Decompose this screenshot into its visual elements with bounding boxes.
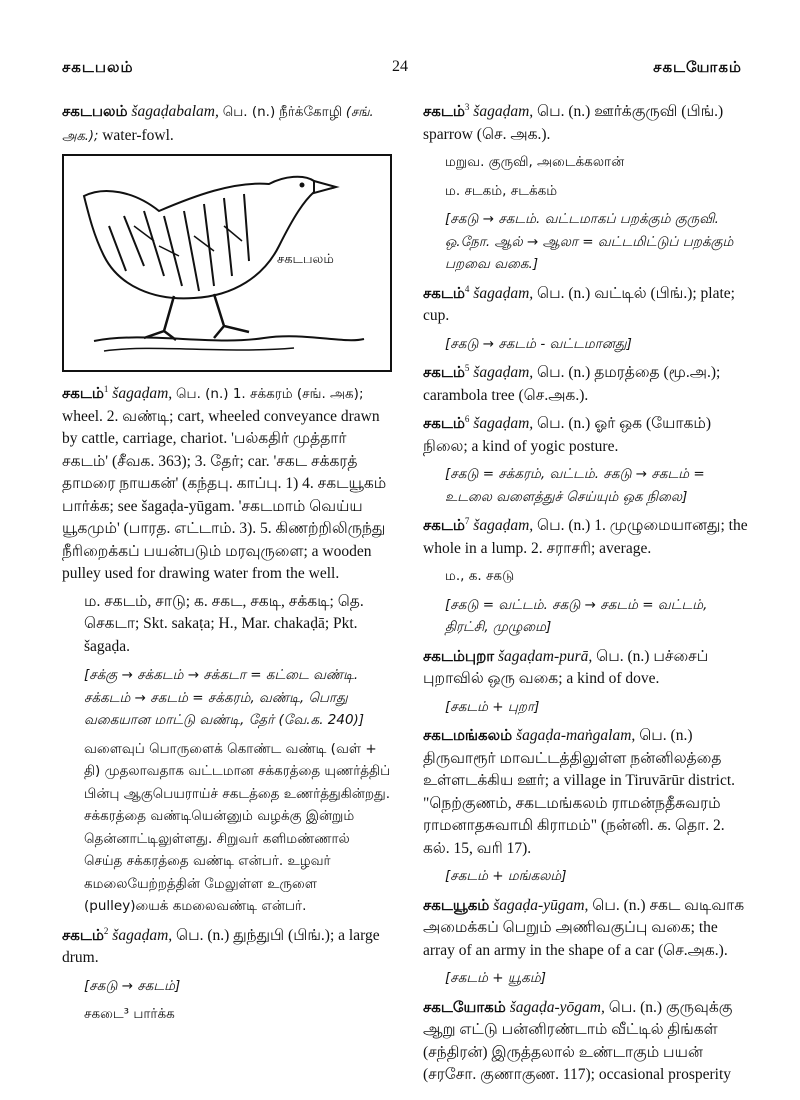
definition: பெ. (n.) ஓர் ஒக (யோகம்) நிலை; a kind of yogic posture. <box>423 415 712 455</box>
cognates: ம. சடகம், சடக்கம் <box>445 182 558 199</box>
transliteration: šagaḍa-yūgam, <box>493 896 589 914</box>
headword: சகடம் <box>423 102 465 120</box>
synonyms: மறுவ. குருவி, அடைக்கலான் <box>445 154 625 170</box>
transliteration: šagaḍam-purā, <box>498 647 593 665</box>
definition: பெ. (n.) குருவுக்கு ஆறு எட்டு பன்னிரண்டாம் வீட்டில் திங்கள் (சந்திரன்) இருத்தலால் உண்டாகும் பயன் (சரசோ. குணாகுண. 117); occasional prosperity <box>423 998 733 1083</box>
entry-sagadam-2 <box>62 924 392 970</box>
entry-sagadam-3 <box>423 100 753 146</box>
running-head-right: சகடயோகம் <box>653 58 742 76</box>
headword: சகடபலம் <box>62 102 128 120</box>
definition: பெ. (n.) பச்சைப் புறாவில் ஒரு வகை; a kind of dove. <box>423 647 709 687</box>
headword: சகடம் <box>423 283 465 302</box>
etymology: [சகடம் + புறா] <box>445 698 540 715</box>
entry-sagadampura <box>423 645 753 691</box>
headword: சகடம் <box>423 363 465 381</box>
definition: பெ. (n.) திருவாரூர் மாவட்டத்திலுள்ள நன்னிலத்தை உள்ளடக்கிய ஊர்; a village in Tiruvārūr district. "நெற்குணம், சகடமங்கலம் ராமன்நதீசுவரம் ராமனாதசுவாமி கிராமம்" (நன்னி. க. தொ. 2. கல். 15, வரி 17). <box>423 727 736 857</box>
transliteration: šagaḍam, <box>112 385 173 402</box>
right-column <box>423 100 753 1092</box>
transliteration: šagaḍam, <box>112 926 173 944</box>
transliteration: šagaḍam, <box>473 284 534 302</box>
transliteration: šagaḍam, <box>473 103 534 120</box>
headword: சகடம் <box>423 516 465 534</box>
entry-sagadabalam <box>62 100 392 148</box>
headword: சகடம் <box>62 384 104 402</box>
source-ref: (சங். அக.); <box>62 105 374 144</box>
usage-note: வளைவுப் பொருளைக் கொண்ட வண்டி (வள் + தி) முதலாவதாக வட்டமான சக்கரத்தை யுணர்த்திப் பின்பு ஆகுபெயராய்ச் சகடத்தை உணர்த்துகின்றது. சக்கரத்தை வண்டியென்னும் வழக்கு இன்றும் தென்னாட்டிலுள்ளது. சிறுவர் களிமண்ணால் செய்த சக்கரத்தை வண்டி என்பர். உழவர் கமலையேற்றத்தின் மேலுள்ள உருளை (pulley)யைக் கமலைவண்டி என்பர். <box>84 740 391 914</box>
entry-sagadam-7 <box>423 514 753 560</box>
etymology: [சகடு → சகடம் - வட்டமானது] <box>445 335 632 352</box>
cognates: ம., க. சகடு <box>445 568 515 584</box>
entry-sagadam-6 <box>423 412 753 458</box>
homonym-number: 7 <box>464 515 470 526</box>
definition-start: பெ. (n.) 1. சக்கரம் (சங். அக); <box>176 386 364 402</box>
definition: பெ. (n.) சகட வடிவாக அமைக்கப் பெறும் அணிவகுப்பு வகை; the array of an army in the shape of a car (செ.அக.). <box>423 896 745 959</box>
bird-drawing <box>64 156 390 370</box>
entry-sagadam-5 <box>423 361 753 407</box>
homonym-number: 1 <box>103 383 109 394</box>
homonym-number: 2 <box>103 925 109 936</box>
transliteration: šagaḍa-maṅgalam, <box>516 727 636 744</box>
definition: பெ. (n.) தமரத்தை (மூ.அ.); carambola tree (செ.அக.). <box>423 364 721 404</box>
headword: சகடமங்கலம் <box>423 726 513 744</box>
definition: பெ. (n.) துந்துபி (பிங்.); a large drum. <box>62 926 380 966</box>
headword: சகடம் <box>62 925 104 944</box>
etymology: [சகடு = சக்கரம், வட்டம். சகடு → சகடம் = உடலை வளைத்துச் செய்யும் ஒக நிலை] <box>445 466 705 505</box>
homonym-number: 5 <box>464 362 470 373</box>
running-head-left: சகடபலம் <box>62 58 134 76</box>
headword: சகடம்புறா <box>423 646 495 665</box>
etymology: [சகடு = வட்டம். சகடு → சகடம் = வட்டம், திரட்சி, முழுமை] <box>445 596 708 635</box>
definition: பெ. (n.) 1. முழுமையானது; the whole in a lump. 2. சராசரி; average. <box>423 517 748 557</box>
entry-sagadam-1 <box>62 382 392 586</box>
headword: சகடயோகம் <box>423 997 506 1016</box>
homonym-number: 6 <box>464 413 470 424</box>
transliteration: šagaḍam, <box>473 415 534 432</box>
etymology: [சகடு → சகடம்] <box>84 977 181 994</box>
entry-sagadam-4 <box>423 282 753 328</box>
tamil-gloss: நீர்க்கோழி <box>279 104 343 120</box>
left-column <box>62 100 392 1032</box>
figure-caption: சகடபலம் <box>277 252 334 267</box>
water-fowl-illustration <box>62 154 392 372</box>
cognates: ம. சகடம், சாடு; க. சகட, சகடி, சக்கடி; தெ. செகடா; Skt. sakaṭa; H., Mar. chakaḍā; Pkt. šagaḍa. <box>84 592 364 655</box>
etymology: [சகடம் + யூகம்] <box>445 970 547 986</box>
cross-reference[interactable]: சகடை³ பார்க்க <box>84 1006 175 1022</box>
entry-sagadamangalam <box>423 724 753 860</box>
headword: சகடயூகம் <box>423 895 490 914</box>
transliteration: šagaḍa-yōgam, <box>509 998 605 1016</box>
page-number: 24 <box>392 58 408 75</box>
entry-sagadayugam <box>423 894 753 963</box>
etymology: [சக்கு → சக்கடம் → சக்கடா = கட்டை வண்டி. சக்கடம் → சகடம் = சக்கரம், வண்டி, பொது வகையான மாட்டு வண்டி, தேர் (வே.க. 240)] <box>84 667 365 728</box>
headword: சகடம் <box>423 414 465 432</box>
transliteration: šagaḍam, <box>473 517 534 534</box>
definition: பெ. (n.) வட்டில் (பிங்.); plate; cup. <box>423 284 735 324</box>
entry-sagadayogam <box>423 996 753 1087</box>
transliteration: šagaḍam, <box>473 364 534 381</box>
transliteration: šagaḍabalam, <box>131 103 219 120</box>
etymology: [சகடு → சகடம். வட்டமாகப் பறக்கும் குருவி. ஒ.நோ. ஆல் → ஆலா = வட்டமிட்டுப் பறக்கும் பறவை வகை.] <box>445 211 734 272</box>
homonym-number: 3 <box>464 101 470 112</box>
etymology: [சகடம் + மங்கலம்] <box>445 868 567 884</box>
definition: wheel. 2. வண்டி; cart, wheeled conveyance drawn by cattle, carriage, chariot. 'பல்கதிர் முத்தார் சகடம்' (சீவக. 363); 3. தேர்; car. 'சகட சக்கரத் தாமரை நாயகன்' (கந்தபு. காப்பு. 1) 4. சகடயூகம் பார்க்க; see šagaḍa-yūgam. 'சகடமாம் வெய்ய யூகமும்' (பாரத. எட்டாம். 3). 5. கிணற்றிலிருந்து நீரிறைக்கப் பயன்படும் மரவுருளை; a wooden pulley used for drawing water from the well. <box>62 407 387 582</box>
homonym-number: 4 <box>464 283 470 294</box>
definition: பெ. (n.) ஊர்க்குருவி (பிங்.) sparrow (செ. அக.). <box>423 103 724 143</box>
part-of-speech: பெ. (n.) <box>222 104 276 120</box>
english-gloss: water-fowl. <box>102 126 174 144</box>
